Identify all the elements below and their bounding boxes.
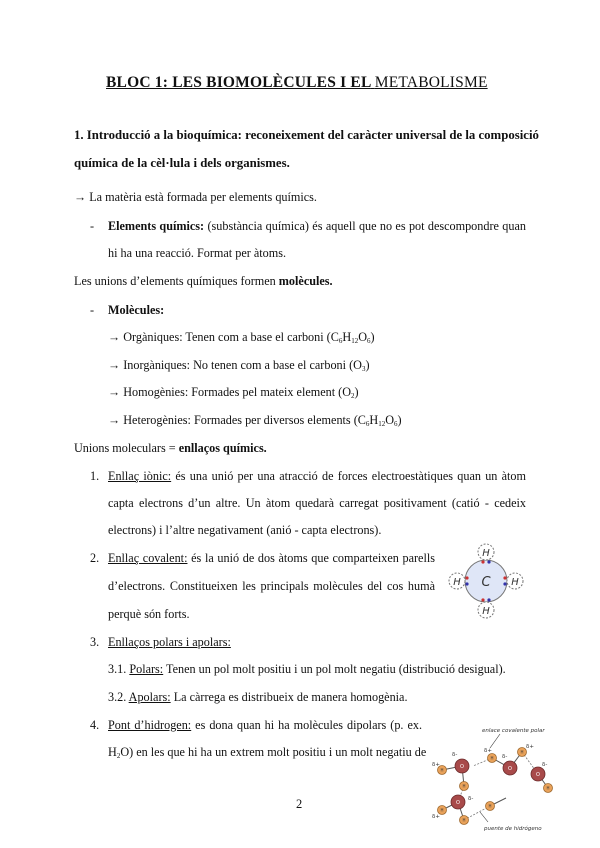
paragraph-materia: → La matèria està formada per elements químics.	[74, 190, 317, 204]
partial-charge-label: δ-	[468, 796, 474, 802]
oxygen-label: O	[508, 766, 512, 772]
covalent-line1: Enllaç covalent: és la unió de dos àtoms que comparteixen parells	[108, 551, 435, 565]
hydrogen-label: H	[482, 548, 490, 559]
partial-charge-label: δ-	[502, 754, 508, 760]
item-heterogenies: → Heterogènies: Formades per diversos elements $(C_6H_{12}O_6)$	[108, 413, 402, 428]
list-number: 4.	[90, 718, 100, 732]
hbond-line2: $H_2O$) en les que hi ha un extrem molt positiu i un molt negatiu de	[108, 745, 427, 760]
paragraph-unions: Les unions d’elements químiques formen molècules.	[74, 274, 333, 288]
hydrogen-label: H	[511, 577, 519, 588]
item-homogenies: → Homogènies: Formades pel mateix element $(O_2)$	[108, 385, 359, 400]
hydrogen-label: H	[488, 803, 492, 809]
methane-diagram	[446, 541, 526, 621]
ionic-line2: capta electrons d’un altre. Un àtom quedarà carregat positivament (catió - cedeix	[108, 496, 526, 510]
partial-charge-label: δ+	[526, 744, 534, 750]
bullet-dash: -	[90, 303, 95, 317]
covalent-line3: perquè són forts.	[108, 607, 190, 621]
list-number: 2.	[90, 551, 100, 565]
covalent-line2: d’electrons. Constitueixen les principals molècules del cos humà	[108, 579, 435, 593]
partial-charge-label: δ+	[432, 814, 440, 820]
label-hydrogen-bridge: puente de hidrógeno	[484, 826, 542, 832]
bullet-dash: -	[90, 219, 95, 233]
page-number: 2	[296, 797, 303, 811]
oxygen-label: O	[456, 800, 460, 806]
hydrogen-label: H	[453, 577, 461, 588]
partial-charge-label: δ+	[432, 762, 440, 768]
item-organiques: → Orgàniques: Tenen com a base el carboni $(C_6H_{12}O_6)$	[108, 330, 375, 345]
hydrogen-label: H	[546, 785, 550, 791]
list-number: 1.	[90, 469, 100, 483]
oxygen-label: O	[536, 772, 540, 778]
partial-charge-label: δ-	[452, 752, 458, 758]
paragraph-enllacos: Unions moleculars = enllaços químics.	[74, 441, 267, 455]
hydrogen-label: H	[440, 767, 444, 773]
hydrogen-label: H	[520, 749, 524, 755]
section-heading-line2: química de la cèl·lula i dels organismes.	[74, 156, 290, 170]
list-number: 3.	[90, 635, 100, 649]
section-heading-line1: 1. Introducció a la bioquímica: reconeixement del caràcter universal de la composició	[74, 128, 539, 142]
hbond-line1: Pont d’hidrogen: es dona quan hi ha molècules dipolars (p. ex.	[108, 718, 422, 732]
label-covalent-polar: enlace covalente polar	[482, 728, 545, 734]
ionic-line1: Enllaç iònic: és una unió per una atracció de forces electroestàtiques quan un àtom	[108, 469, 526, 483]
label-pointer	[490, 734, 500, 748]
elements-line1: Elements químics: (substància química) és aquell que no es pot descompondre quan	[108, 219, 526, 233]
item-inorganiques: → Inorgàniques: No tenen com a base el carboni $(O_3)$	[108, 358, 370, 373]
partial-charge-label: δ-	[542, 762, 548, 768]
apolar-item: 3.2. Apolars: La càrrega es distribueix de manera homogènia.	[108, 690, 408, 704]
polar-item: 3.1. Polars: Tenen un pol molt positiu i un pol molt negatiu (distribució desigual).	[108, 662, 506, 676]
label-pointer	[480, 812, 488, 822]
hydrogen-label: H	[462, 783, 466, 789]
hydrogen-label: H	[462, 817, 466, 823]
hydrogen-label: H	[440, 807, 444, 813]
elements-line2: hi ha una reacció. Format per àtoms.	[108, 246, 287, 260]
hydrogen-bond-diagram	[428, 722, 568, 834]
molecules-label: Molècules:	[108, 303, 165, 317]
ionic-line3: electrons) i l’altre negativament (anió - capta electrons).	[108, 523, 382, 537]
partial-charge-label: δ+	[484, 748, 492, 754]
oxygen-label: O	[460, 764, 464, 770]
hydrogen-label: H	[490, 755, 494, 761]
hydrogen-label: H	[482, 606, 490, 617]
page-title: BLOC 1: LES BIOMOLÈCULES I EL METABOLISME	[106, 74, 488, 91]
polar-heading: Enllaços polars i apolars:	[108, 635, 231, 649]
carbon-label: C	[481, 575, 491, 590]
